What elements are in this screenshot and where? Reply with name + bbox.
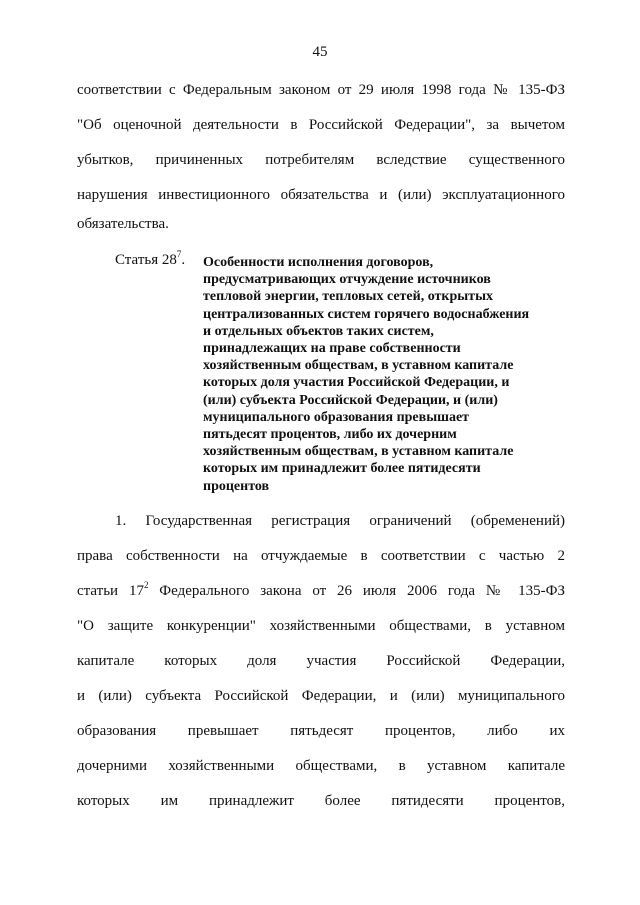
article-title: [203, 254, 573, 495]
body-line-part: Федерального закона от 26 июля 2006 года № 135-ФЗ: [148, 583, 565, 599]
article-title-line: муниципального образования превышает: [203, 409, 470, 425]
intro-line: обязательства.: [77, 216, 169, 232]
body-line: "О защите конкуренции" хозяйственными обществами, в уставном: [77, 618, 565, 634]
article-title-line: централизованных систем горячего водоснабжения: [203, 306, 530, 322]
intro-line: нарушения инвестиционного обязательства и (или) эксплуатационного: [77, 187, 565, 203]
article-title-line: предусматривающих отчуждение источников: [203, 272, 491, 288]
article-title-line: (или) субъекта Российской Федерации, и (или): [203, 392, 498, 408]
body-line: и (или) субъекта Российской Федерации, и (или) муниципального: [77, 688, 565, 704]
body-line: которых им принадлежит более пятидесяти процентов,: [77, 793, 565, 809]
body-line: [77, 582, 565, 600]
article-label-suffix: .: [181, 252, 186, 268]
body-line: 1. Государственная регистрация ограничений (обременений): [115, 513, 565, 529]
body-line-part: статьи 17: [77, 583, 144, 599]
body-line: капитале которых доля участия Российской Федерации,: [77, 653, 565, 669]
article-title-line: которых доля участия Российской Федерации, и: [203, 375, 510, 391]
article-title-line: пятьдесят процентов, либо их дочерним: [203, 427, 457, 443]
article-title-line: и отдельных объектов таких систем,: [203, 323, 434, 339]
article-title-line: Особенности исполнения договоров,: [203, 255, 434, 270]
article-title-line: хозяйственным обществам, в уставном капитале: [203, 444, 514, 460]
body-superscript: 2: [143, 580, 149, 590]
article-title-line: процентов: [203, 478, 270, 494]
intro-line: соответствии с Федеральным законом от 29 июля 1998 года № 135-ФЗ: [77, 82, 565, 98]
article-title-line: принадлежащих на праве собственности: [203, 341, 461, 357]
article-title-line: тепловой энергии, тепловых сетей, открытых: [203, 289, 493, 305]
intro-line: "Об оценочной деятельности в Российской Федерации", за вычетом: [77, 117, 565, 133]
body-line: права собственности на отчуждаемые в соответствии с частью 2: [77, 548, 565, 564]
page-number: 45: [312, 44, 328, 60]
article-label-superscript: 7: [176, 249, 182, 259]
body-line: образования превышает пятьдесят процентов, либо их: [77, 723, 565, 739]
article-title-line: хозяйственным обществам, в уставном капитале: [203, 358, 514, 374]
article-label: [115, 249, 186, 269]
intro-line: убытков, причиненных потребителям вследствие существенного: [77, 152, 565, 168]
body-line: дочерними хозяйственными обществами, в уставном капитале: [77, 758, 565, 774]
article-title-line: которых им принадлежит более пятидесяти: [203, 461, 481, 477]
article-label-text: Статья 28: [115, 252, 177, 268]
